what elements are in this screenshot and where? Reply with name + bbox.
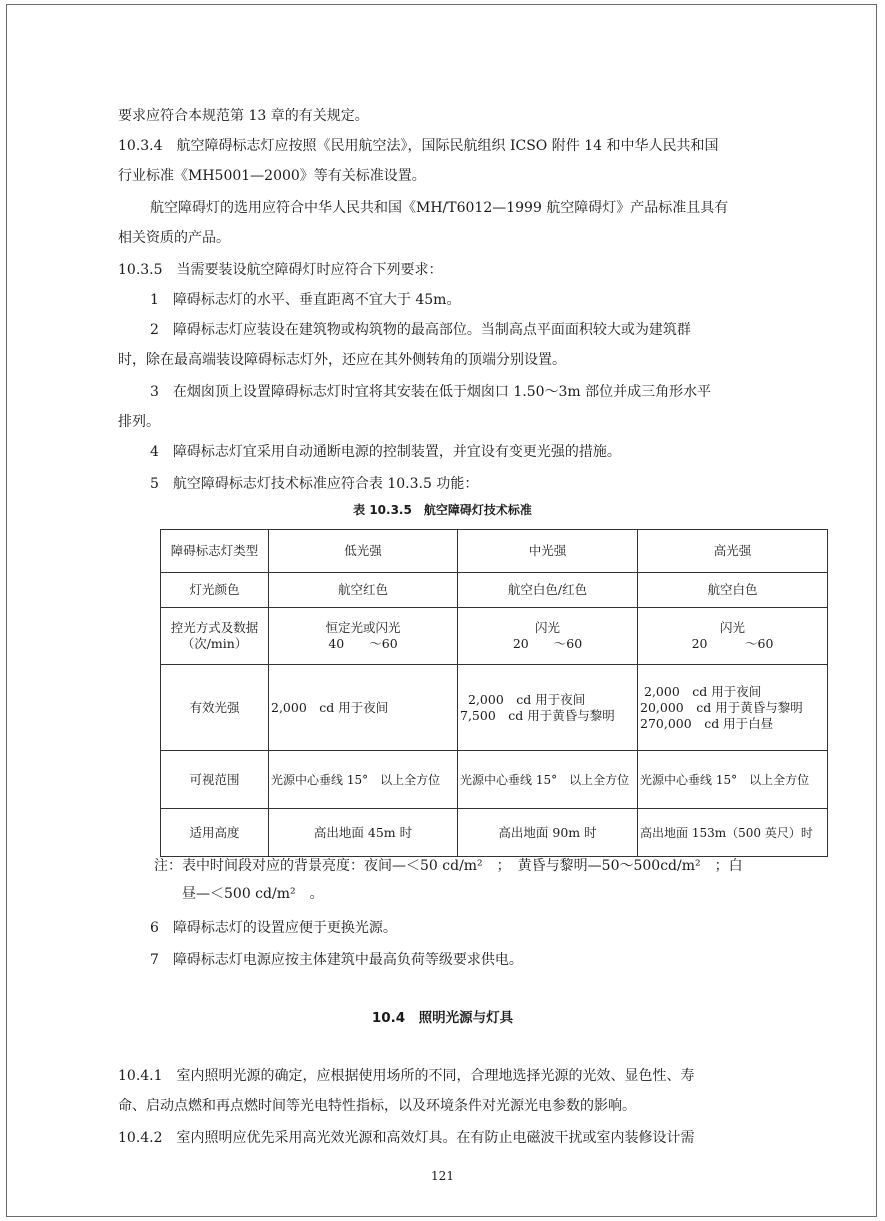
list-item-7: 7 障碍标志灯电源应按主体建筑中最高负荷等级要求供电。 xyxy=(150,952,523,968)
table-row xyxy=(161,751,828,809)
cell-line: （次/min） xyxy=(181,636,248,651)
table-cell xyxy=(269,608,458,665)
table-cell xyxy=(161,608,269,665)
table-caption: 表 10.3.5 航空障碍灯技术标准 xyxy=(353,503,532,517)
table-row xyxy=(161,809,828,857)
table-cell: 有效光强 xyxy=(161,665,269,751)
table-note: 注：表中时间段对应的背景亮度：夜间—＜50 cd/m² ； 黄昏与黎明—50～500cd/m² ；白 xyxy=(154,858,743,874)
table-row xyxy=(161,665,828,751)
paragraph-line: 相关资质的产品。 xyxy=(118,230,230,246)
paragraph-line: 要求应符合本规范第 13 章的有关规定。 xyxy=(118,108,369,124)
cell-line: 2,000 cd 用于夜间 xyxy=(644,683,762,699)
cell-line: 7,500 cd 用于黄昏与黎明 xyxy=(460,707,615,723)
cell-line: 闪光 xyxy=(534,620,560,635)
table-cell: 低光强 xyxy=(269,530,458,573)
cell-line: 20 ～60 xyxy=(691,636,774,651)
table-row xyxy=(161,530,828,573)
cell-line: 20 ～60 xyxy=(512,636,583,651)
table-note-continued: 昼—＜500 cd/m² 。 xyxy=(182,886,324,902)
table-cell: 航空白色 xyxy=(638,573,828,608)
table-row xyxy=(161,573,828,608)
table-cell: 光源中心垂线 15° 以上全方位 xyxy=(269,751,458,809)
clause-10-3-5: 10.3.5 当需要装设航空障碍灯时应符合下列要求： xyxy=(118,262,443,278)
paragraph-line: 命、启动点燃和再点燃时间等光电特性指标，以及环境条件对光源光电参数的影响。 xyxy=(118,1098,636,1114)
cell-line: 闪光 xyxy=(719,620,745,635)
table-cell: 2,000 cd 用于夜间 xyxy=(269,665,458,751)
list-item-4: 4 障碍标志灯宜采用自动通断电源的控制装置，并宜设有变更光强的措施。 xyxy=(150,444,621,460)
paragraph-line: 排列。 xyxy=(118,414,160,430)
cell-line: 40 ～60 xyxy=(328,636,398,651)
list-item-6: 6 障碍标志灯的设置应便于更换光源。 xyxy=(150,920,397,936)
table-cell: 高光强 xyxy=(638,530,828,573)
clause-10-3-4: 10.3.4 航空障碍标志灯应按照《民用航空法》，国际民航组织 ICSO 附件 14 和中华人民共和国 xyxy=(118,138,719,154)
table-cell xyxy=(638,665,828,751)
clause-10-4-1: 10.4.1 室内照明光源的确定，应根据使用场所的不同，合理地选择光源的光效、显色性、寿 xyxy=(118,1068,695,1084)
paragraph-line: 时，除在最高端装设障碍标志灯外，还应在其外侧转角的顶端分别设置。 xyxy=(118,352,566,368)
paragraph-line: 航空障碍灯的选用应符合中华人民共和国《MH/T6012—1999 航空障碍灯》产品标准且具有 xyxy=(150,200,729,216)
table-cell: 高出地面 45m 时 xyxy=(269,809,458,857)
list-item-2: 2 障碍标志灯应装设在建筑物或构筑物的最高部位。当制高点平面面积较大或为建筑群 xyxy=(150,322,691,338)
table-cell: 航空白色/红色 xyxy=(458,573,638,608)
table-cell: 中光强 xyxy=(458,530,638,573)
table-cell: 光源中心垂线 15° 以上全方位 xyxy=(458,751,638,809)
cell-line: 2,000 cd 用于夜间 xyxy=(468,691,586,707)
table-row xyxy=(161,608,828,665)
table-cell xyxy=(458,608,638,665)
cell-line: 恒定光或闪光 xyxy=(325,620,401,635)
section-heading: 10.4 照明光源与灯具 xyxy=(371,1010,514,1026)
list-item-3: 3 在烟囱顶上设置障碍标志灯时宜将其安装在低于烟囱口 1.50～3m 部位并成三角形水平 xyxy=(150,384,712,400)
list-item-1: 1 障碍标志灯的水平、垂直距离不宜大于 45m。 xyxy=(150,292,461,308)
table-cell: 高出地面 153m（500 英尺）时 xyxy=(638,809,828,857)
table-cell: 灯光颜色 xyxy=(161,573,269,608)
table-cell: 障碍标志灯类型 xyxy=(161,530,269,573)
clause-10-4-2: 10.4.2 室内照明应优先采用高光效光源和高效灯具。在有防止电磁波干扰或室内装修设计需 xyxy=(118,1130,695,1146)
cell-line: 270,000 cd 用于白昼 xyxy=(640,715,774,731)
page-number: 121 xyxy=(431,1169,454,1183)
cell-line: 20,000 cd 用于黄昏与黎明 xyxy=(640,699,803,715)
table-cell xyxy=(458,665,638,751)
table-cell xyxy=(638,608,828,665)
table-cell: 高出地面 90m 时 xyxy=(458,809,638,857)
table-cell: 可视范围 xyxy=(161,751,269,809)
list-item-5: 5 航空障碍标志灯技术标准应符合表 10.3.5 功能： xyxy=(150,476,479,492)
table-cell: 适用高度 xyxy=(161,809,269,857)
obstruction-light-spec-table xyxy=(160,529,828,857)
table-cell: 光源中心垂线 15° 以上全方位 xyxy=(638,751,828,809)
cell-line: 控光方式及数据 xyxy=(170,620,259,635)
paragraph-line: 行业标准《MH5001—2000》等有关标准设置。 xyxy=(118,168,426,184)
table-cell: 航空红色 xyxy=(269,573,458,608)
